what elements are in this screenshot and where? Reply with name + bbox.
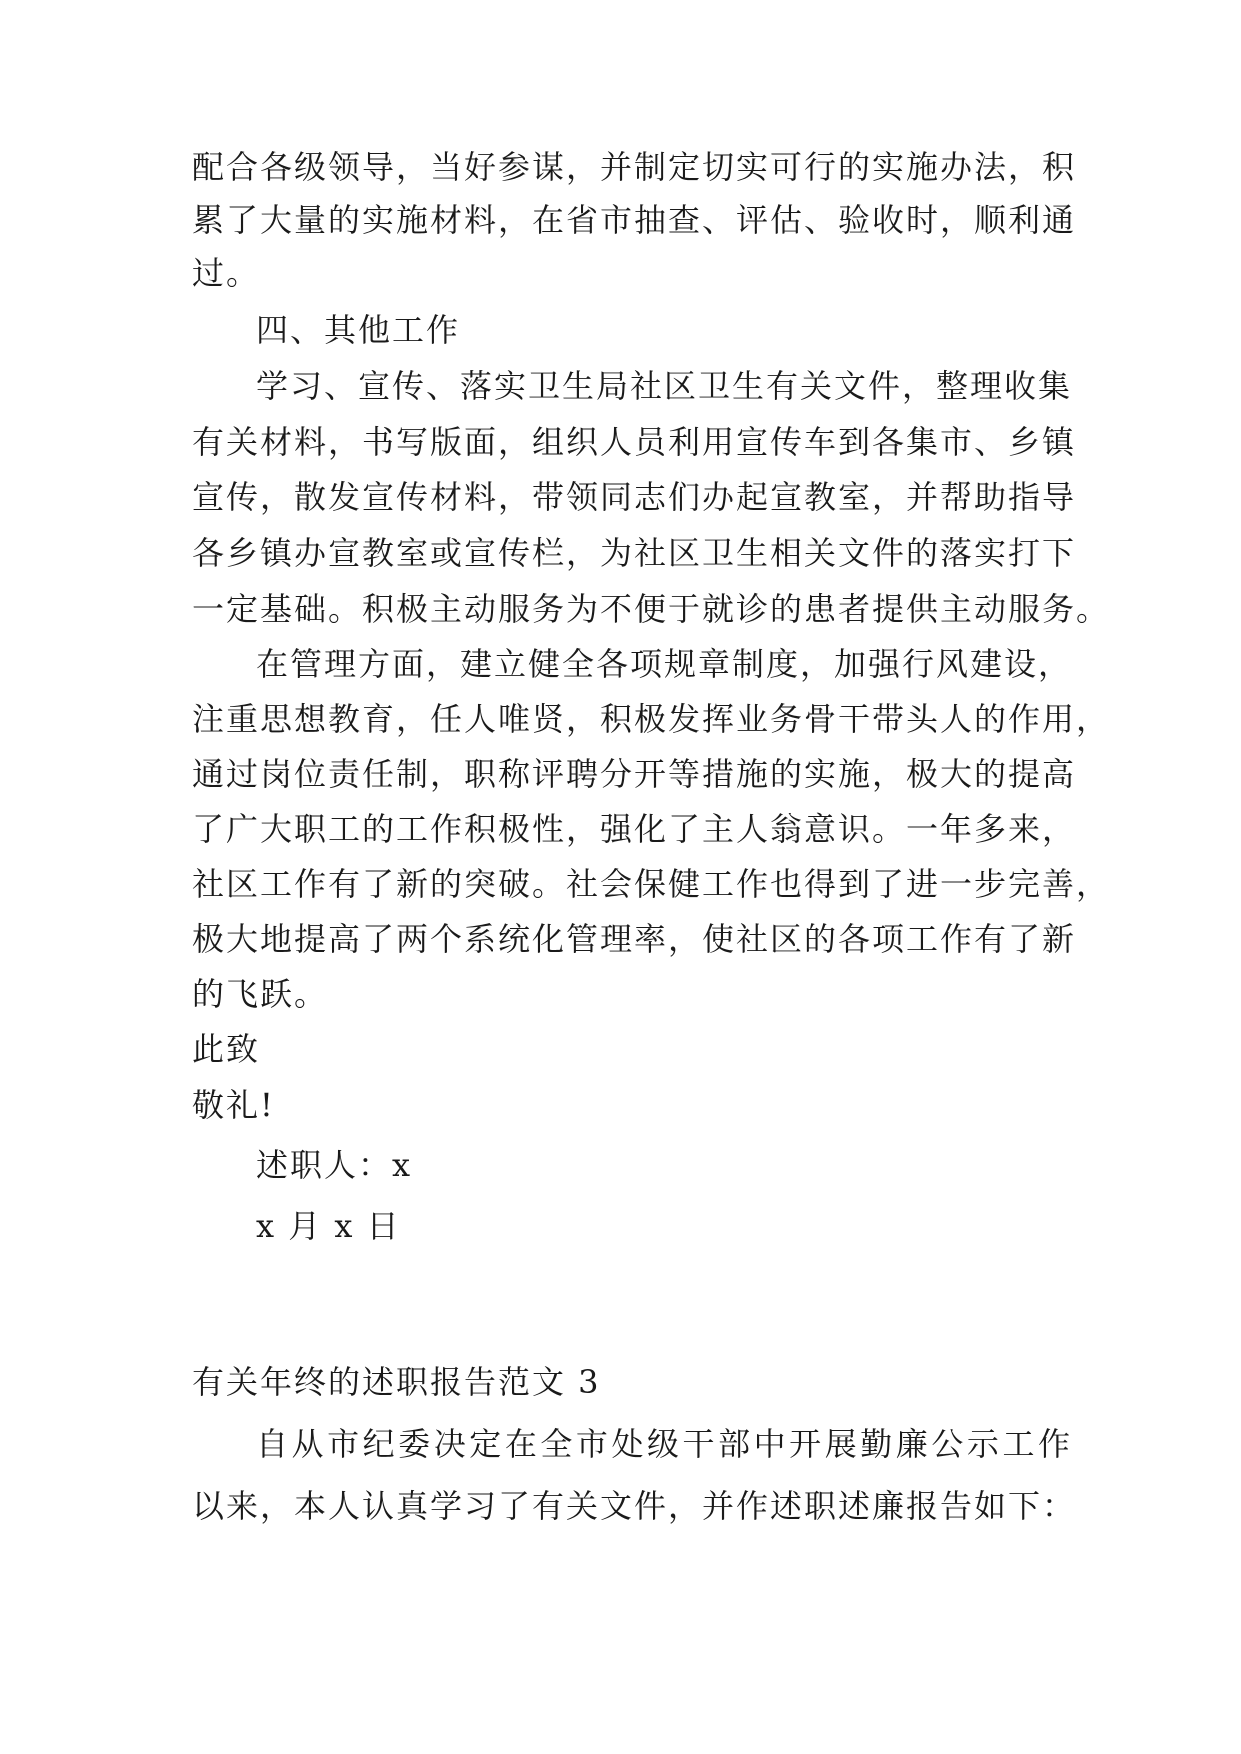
text-line: 有关材料，书写版面，组织人员利用宣传车到各集市、乡镇 <box>192 423 1077 461</box>
text-line: 一定基础。积极主动服务为不便于就诊的患者提供主动服务。 <box>192 590 1111 628</box>
text-line: 通过岗位责任制，职称评聘分开等措施的实施，极大的提高 <box>192 755 1077 793</box>
text-line: 以来，本人认真学习了有关文件，并作述职述廉报告如下： <box>192 1487 1077 1525</box>
text-line: 累了大量的实施材料，在省市抽查、评估、验收时，顺利通 <box>192 201 1077 239</box>
text-line: 各乡镇办宣教室或宣传栏，为社区卫生相关文件的落实打下 <box>192 534 1077 572</box>
text-line: 自从市纪委决定在全市处级干部中开展勤廉公示工作 <box>256 1425 1072 1463</box>
article-title: 有关年终的述职报告范文 3 <box>192 1363 601 1401</box>
text-line: 在管理方面，建立健全各项规章制度，加强行风建设， <box>256 645 1073 683</box>
text-line: 配合各级领导，当好参谋，并制定切实可行的实施办法，积 <box>192 148 1077 186</box>
signature-date: x 月 x 日 <box>256 1207 401 1245</box>
text-line: 过。 <box>192 254 261 292</box>
section-heading: 四、其他工作 <box>256 311 461 349</box>
text-line: 宣传，散发宣传材料，带领同志们办起宣教室，并帮助指导 <box>192 478 1077 516</box>
text-line: 社区工作有了新的突破。社会保健工作也得到了进一步完善， <box>192 865 1111 903</box>
text-line: 学习、宣传、落实卫生局社区卫生有关文件，整理收集 <box>256 367 1073 405</box>
text-line: 的飞跃。 <box>192 975 329 1013</box>
text-line: 注重思想教育，任人唯贤，积极发挥业务骨干带头人的作用， <box>192 700 1111 738</box>
closing-regards: 敬礼! <box>192 1086 275 1124</box>
text-line: 了广大职工的工作积极性，强化了主人翁意识。一年多来， <box>192 810 1077 848</box>
text-line: 极大地提高了两个系统化管理率，使社区的各项工作有了新 <box>192 920 1077 958</box>
signature-name: 述职人：x <box>256 1146 413 1184</box>
closing-salutation: 此致 <box>192 1030 261 1068</box>
